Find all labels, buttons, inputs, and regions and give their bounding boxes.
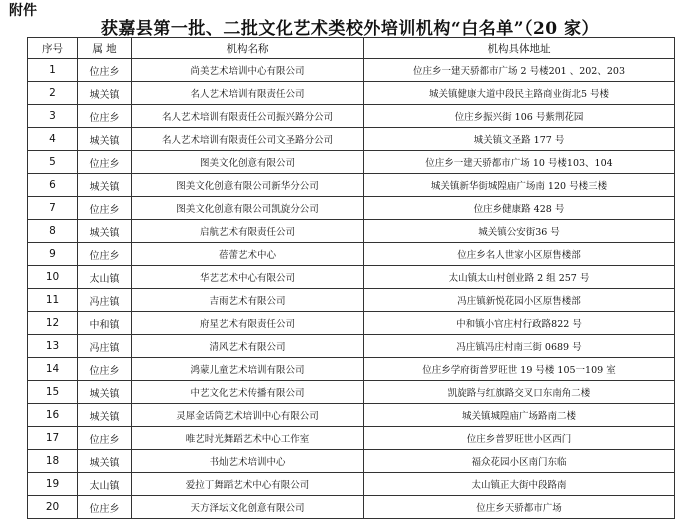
table-row xyxy=(28,450,675,473)
row-jurisdiction: 城关镇 xyxy=(78,220,132,243)
row-address: 城关镇健康大道中段民主路商业街北5 号楼 xyxy=(364,82,675,105)
row-jurisdiction: 位庄乡 xyxy=(78,358,132,381)
row-jurisdiction: 城关镇 xyxy=(78,450,132,473)
row-address: 太山镇正大街中段路南 xyxy=(364,473,675,496)
row-address: 位庄乡振兴街 106 号紫荆花园 xyxy=(364,105,675,128)
table-row xyxy=(28,496,675,519)
row-address: 位庄乡一建天骄都市广场 2 号楼201 、202、203 xyxy=(364,59,675,82)
row-jurisdiction: 城关镇 xyxy=(78,82,132,105)
row-address: 位庄乡学府街普罗旺世 19 号楼 105一109 室 xyxy=(364,358,675,381)
row-institution-name: 尚美艺术培训中心有限公司 xyxy=(132,59,364,82)
row-address: 城关镇城隍庙广场路南二楼 xyxy=(364,404,675,427)
row-address: 位庄乡名人世家小区原售楼部 xyxy=(364,243,675,266)
row-institution-name: 鸿蒙儿童艺术培训有限公司 xyxy=(132,358,364,381)
row-jurisdiction: 位庄乡 xyxy=(78,243,132,266)
row-institution-name: 图美文化创意有限公司 xyxy=(132,151,364,174)
table-row xyxy=(28,220,675,243)
table-row xyxy=(28,381,675,404)
row-serial-number: 10 xyxy=(28,266,78,289)
table-row xyxy=(28,82,675,105)
row-serial-number: 1 xyxy=(28,59,78,82)
row-institution-name: 天方泽坛文化创意有限公司 xyxy=(132,496,364,519)
row-jurisdiction: 位庄乡 xyxy=(78,105,132,128)
row-institution-name: 清风艺术有限公司 xyxy=(132,335,364,358)
table-row xyxy=(28,105,675,128)
row-address: 位庄乡一建天骄都市广场 10 号楼103、104 xyxy=(364,151,675,174)
row-address: 福众花园小区南门东临 xyxy=(364,450,675,473)
table-row xyxy=(28,404,675,427)
row-serial-number: 3 xyxy=(28,105,78,128)
row-serial-number: 19 xyxy=(28,473,78,496)
row-jurisdiction: 位庄乡 xyxy=(78,151,132,174)
row-address: 位庄乡健康路 428 号 xyxy=(364,197,675,220)
row-address: 位庄乡普罗旺世小区西门 xyxy=(364,427,675,450)
row-serial-number: 20 xyxy=(28,496,78,519)
table-row xyxy=(28,358,675,381)
row-institution-name: 图美文化创意有限公司凯旋分公司 xyxy=(132,197,364,220)
row-institution-name: 启航艺术有限责任公司 xyxy=(132,220,364,243)
row-serial-number: 2 xyxy=(28,82,78,105)
table-row xyxy=(28,151,675,174)
row-jurisdiction: 冯庄镇 xyxy=(78,335,132,358)
row-institution-name: 图美文化创意有限公司新华分公司 xyxy=(132,174,364,197)
table-row xyxy=(28,266,675,289)
row-institution-name: 名人艺术培训有限责任公司 xyxy=(132,82,364,105)
header-institution-name: 机构名称 xyxy=(132,38,364,59)
row-serial-number: 18 xyxy=(28,450,78,473)
row-serial-number: 17 xyxy=(28,427,78,450)
row-serial-number: 12 xyxy=(28,312,78,335)
table-row xyxy=(28,335,675,358)
row-serial-number: 4 xyxy=(28,128,78,151)
table-row xyxy=(28,473,675,496)
row-jurisdiction: 位庄乡 xyxy=(78,427,132,450)
row-address: 位庄乡天骄都市广场 xyxy=(364,496,675,519)
row-institution-name: 吉雨艺术有限公司 xyxy=(132,289,364,312)
row-jurisdiction: 城关镇 xyxy=(78,128,132,151)
row-institution-name: 名人艺术培训有限责任公司文圣路分公司 xyxy=(132,128,364,151)
row-jurisdiction: 中和镇 xyxy=(78,312,132,335)
document-title: 获嘉县第一批、二批文化艺术类校外培训机构“白名单”（20 家） xyxy=(100,19,600,39)
row-institution-name: 蓓蕾艺术中心 xyxy=(132,243,364,266)
row-institution-name: 中艺文化艺术传播有限公司 xyxy=(132,381,364,404)
row-institution-name: 书灿艺术培训中心 xyxy=(132,450,364,473)
header-serial-number: 序号 xyxy=(28,38,78,59)
row-address: 城关镇新华街城隍庙广场南 120 号楼三楼 xyxy=(364,174,675,197)
row-serial-number: 5 xyxy=(28,151,78,174)
table-body xyxy=(28,59,675,519)
table-row xyxy=(28,59,675,82)
row-jurisdiction: 城关镇 xyxy=(78,381,132,404)
row-institution-name: 名人艺术培训有限责任公司振兴路分公司 xyxy=(132,105,364,128)
row-address: 太山镇太山村创业路 2 组 257 号 xyxy=(364,266,675,289)
row-serial-number: 7 xyxy=(28,197,78,220)
row-serial-number: 14 xyxy=(28,358,78,381)
row-address: 中和镇小官庄村行政路822 号 xyxy=(364,312,675,335)
row-serial-number: 16 xyxy=(28,404,78,427)
table-header-row xyxy=(28,38,675,59)
row-institution-name: 爱拉丁舞蹈艺术中心有限公司 xyxy=(132,473,364,496)
table-row xyxy=(28,312,675,335)
annex-label: 附件 xyxy=(9,3,37,19)
row-address: 城关镇文圣路 177 号 xyxy=(364,128,675,151)
row-institution-name: 灵犀金话筒艺术培训中心有限公司 xyxy=(132,404,364,427)
row-serial-number: 15 xyxy=(28,381,78,404)
table-row xyxy=(28,197,675,220)
row-institution-name: 唯艺时光舞蹈艺术中心工作室 xyxy=(132,427,364,450)
header-address: 机构具体地址 xyxy=(364,38,675,59)
row-serial-number: 6 xyxy=(28,174,78,197)
row-serial-number: 8 xyxy=(28,220,78,243)
row-address: 城关镇公安街36 号 xyxy=(364,220,675,243)
table-row xyxy=(28,174,675,197)
row-institution-name: 府星艺术有限责任公司 xyxy=(132,312,364,335)
row-jurisdiction: 冯庄镇 xyxy=(78,289,132,312)
row-institution-name: 华艺艺术中心有限公司 xyxy=(132,266,364,289)
table-row xyxy=(28,243,675,266)
row-serial-number: 11 xyxy=(28,289,78,312)
row-jurisdiction: 太山镇 xyxy=(78,473,132,496)
row-address: 冯庄镇冯庄村南三街 0689 号 xyxy=(364,335,675,358)
row-serial-number: 9 xyxy=(28,243,78,266)
row-jurisdiction: 城关镇 xyxy=(78,404,132,427)
row-jurisdiction: 城关镇 xyxy=(78,174,132,197)
row-jurisdiction: 位庄乡 xyxy=(78,59,132,82)
table-row xyxy=(28,128,675,151)
table-row xyxy=(28,289,675,312)
training-institution-table xyxy=(27,37,675,519)
table-row xyxy=(28,427,675,450)
row-jurisdiction: 位庄乡 xyxy=(78,197,132,220)
header-jurisdiction: 属 地 xyxy=(78,38,132,59)
row-address: 凯旋路与红旗路交叉口东南角二楼 xyxy=(364,381,675,404)
row-serial-number: 13 xyxy=(28,335,78,358)
row-jurisdiction: 位庄乡 xyxy=(78,496,132,519)
row-jurisdiction: 太山镇 xyxy=(78,266,132,289)
row-address: 冯庄镇新悦花园小区原售楼部 xyxy=(364,289,675,312)
